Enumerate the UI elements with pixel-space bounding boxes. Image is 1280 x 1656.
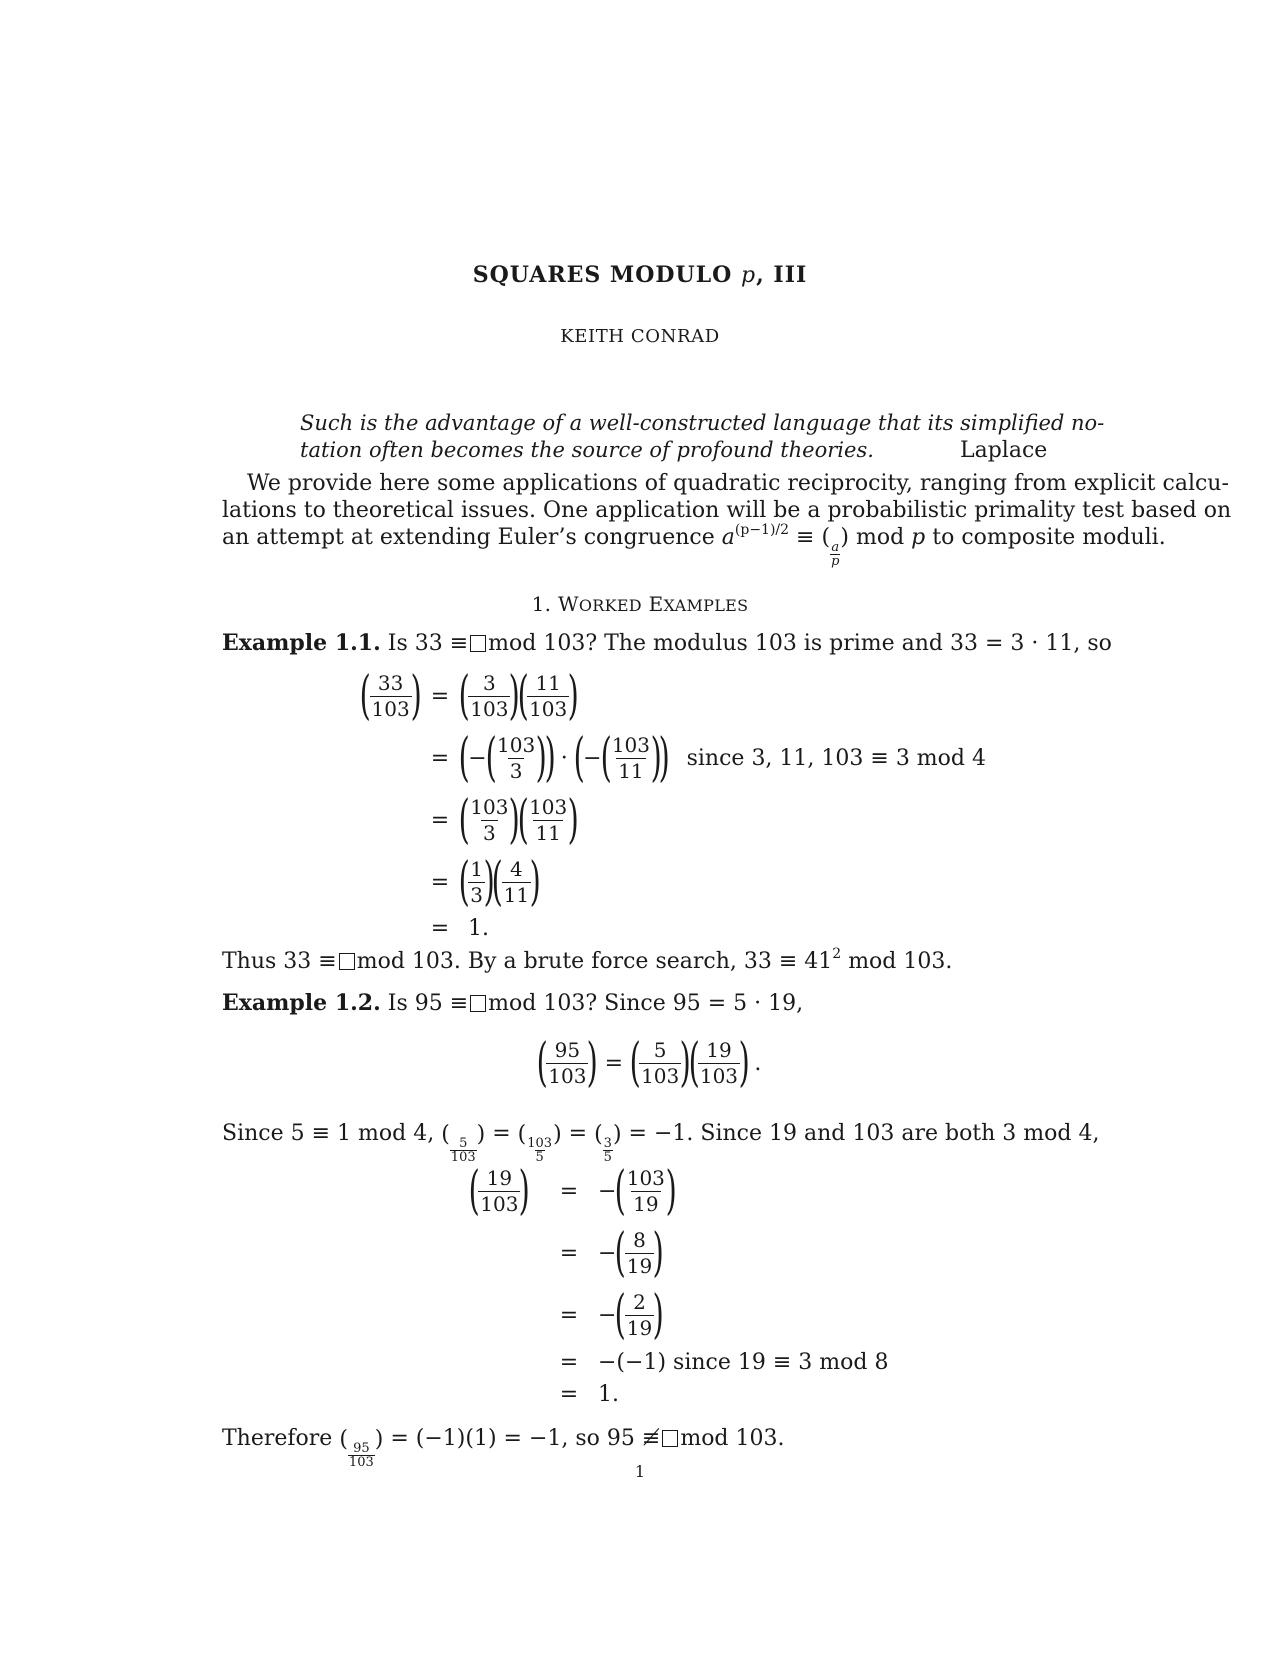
intro-line-2: lations to theoretical issues. One application will be a probabilistic primality test based on [222,498,1232,523]
page-number: 1 [634,1462,646,1481]
paper-title: SQUARES MODULO p, III [472,262,808,288]
example-1-2-equations: ( $\frac{19}{103}$ ) = − ( $\frac{103}{19}$ ) = − ( $\frac{8}{19}$ ) = − ( $\frac{2}{19}$ ) = −(−1) since 19 ≡ 3 mod 8 = 1. [468,1161,889,1407]
epigraph-attribution: Laplace [960,438,1048,463]
square-symbol [470,635,486,652]
example-1-2-since: Since 5 ≡ 1 mod 4, ( $\frac{5}{103}$ ) = ( $\frac{103}{5}$ ) = ( $\frac{3}{5}$ ) = −1. Since 19 and 103 are both 3 mod 4, [222,1121,1100,1165]
example-1-1-conclusion: Thus 33 ≡ mod 103. By a brute force search, $33 \equiv 41^2$ mod 103. [222,946,953,974]
example-1-1-statement: Example 1.1. Is 33 ≡ mod 103? The modulus 103 is prime and 33 = 3 · 11, so [222,630,1112,656]
example-1-2-product: ( $\frac{95}{103}$ ) = ( $\frac{5}{103}$ ) ( $\frac{19}{103}$ ) . [536,1033,762,1093]
intro-line-1: We provide here some applications of quadratic reciprocity, ranging from explicit calcu- [247,471,1229,496]
epigraph-line-1: Such is the advantage of a well-constructed language that its simplified no- [300,411,1105,435]
intro-line-3: an attempt at extending Euler’s congruence $a^{(p-1)/2}$ ≡ ( $\frac{a}{p}$ ) mod p to composite moduli. [222,522,1166,569]
legendre-a-p: $\frac{a}{p}$ [831,540,840,569]
epigraph-line-2: tation often becomes the source of profound theories. [300,438,874,462]
author: KEITH CONRAD [560,326,720,347]
example-1-2-conclusion: Therefore ( $\frac{95}{103}$ ) = (−1)(1) = −1, so 95 ≢ mod 103. [222,1426,785,1470]
example-1-1-equations: ( $\frac{33}{103}$ ) = ( $\frac{3}{103}$ ) ( $\frac{11}{103}$ ) = ( − ( $\frac{103}{3}$ ) ) · ( − ( $\frac{103}{11}$ ) ) since 3, 11, 103 ≡ 3 mod 4 = ( $\frac{103}{3}$ ) ( $\frac{103}{11}$ ) = ( $\frac{1}{3}$ ) ( $\frac{4}{11}$ ) = 1. [359,666,986,941]
example-1-2-statement: Example 1.2. Is 95 ≡ mod 103? Since 95 = 5 · 19, [222,990,804,1016]
section-heading: 1. WORKED EXAMPLES [531,592,749,616]
